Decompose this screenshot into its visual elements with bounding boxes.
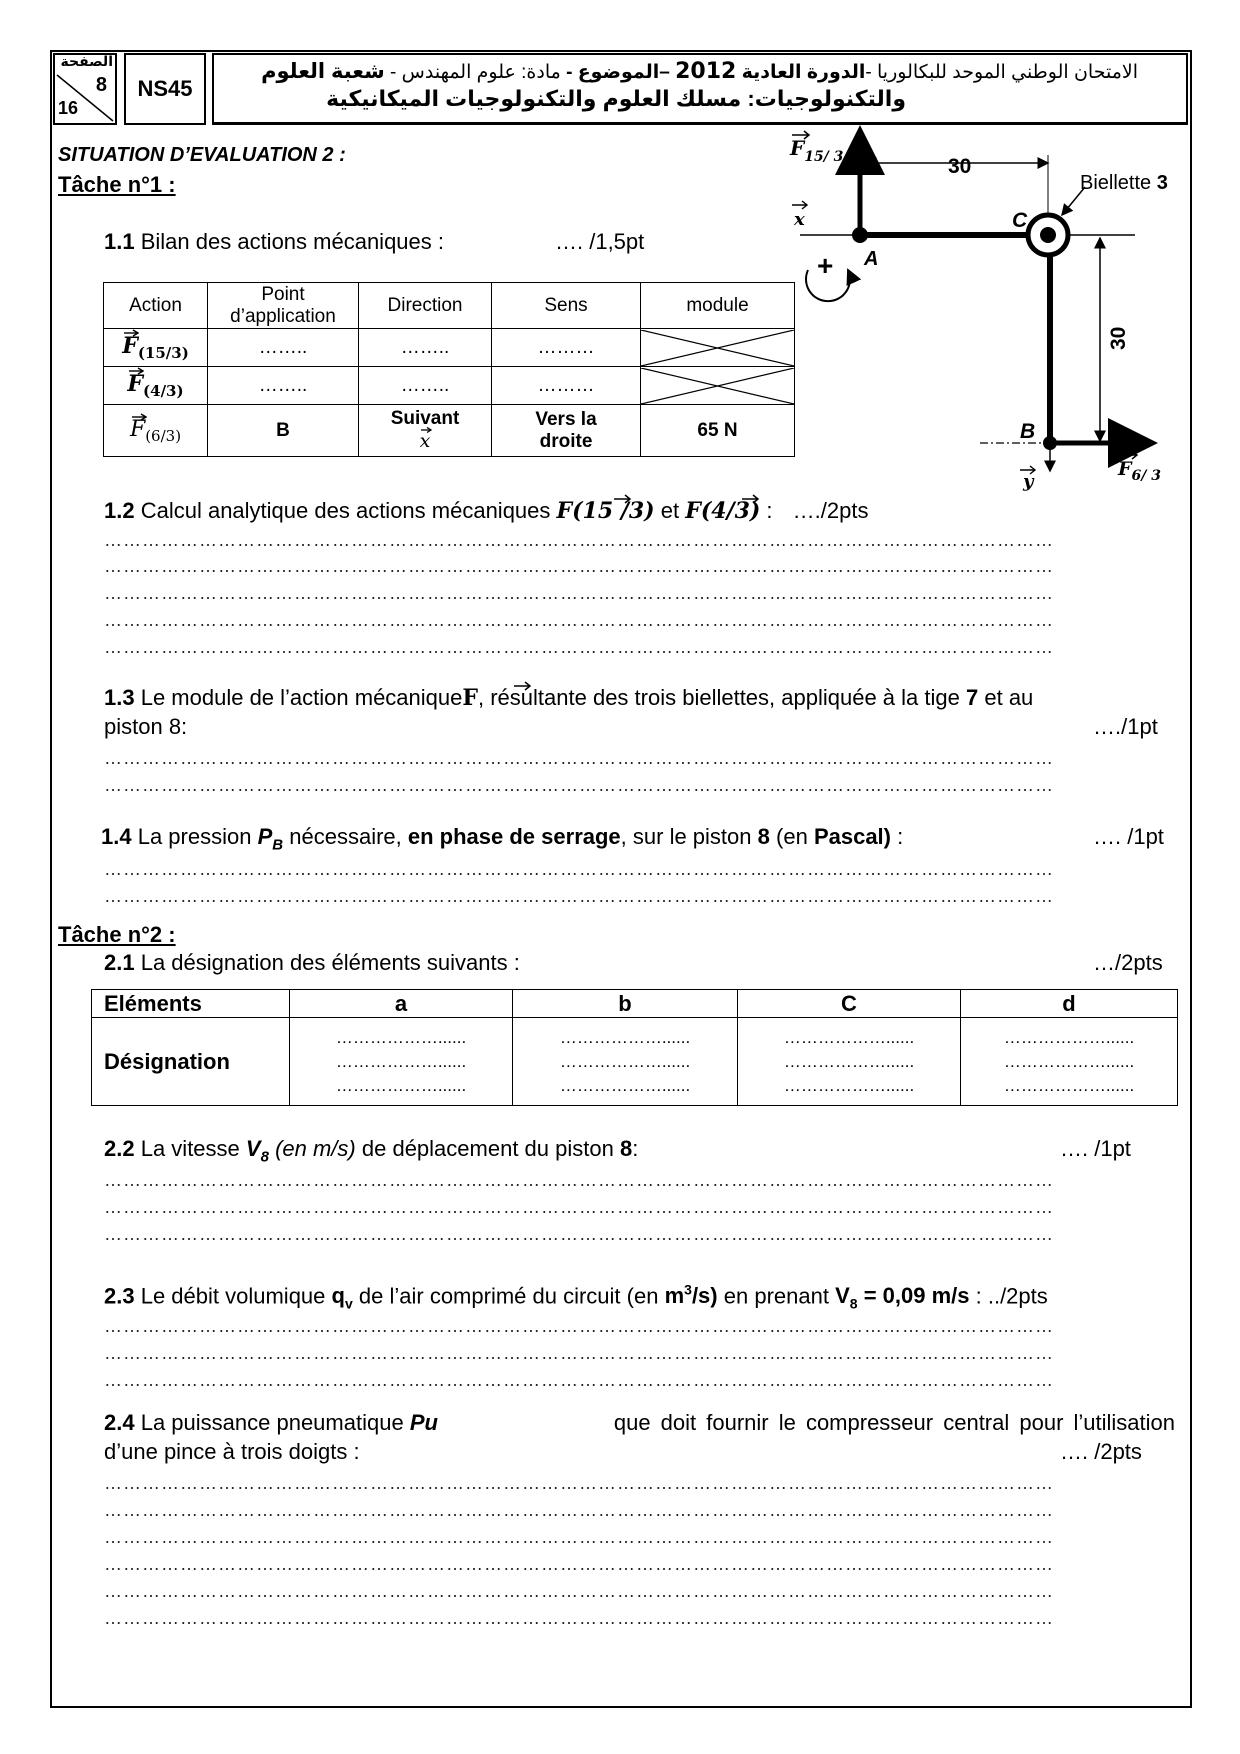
f15-label: $F_{15/ 3}$ [790,136,844,165]
q2-2-v: $V_8$ [245,1136,269,1166]
q1-2-f2: F(4/3) [685,498,761,524]
answer-line[interactable]: …………………………………………………………………………………………………………………………………… [104,859,1054,879]
table-row [104,405,795,457]
exam-code: NS45 [124,53,206,125]
answer-line[interactable]: …………………………………………………………………………………………………………………………………… [104,886,1054,906]
cell-direction[interactable]: …….. [359,367,492,405]
task-1-title: Tâche n°1 : [58,172,176,197]
table-row [104,329,795,367]
joint-c-center [1040,227,1056,243]
answer-line[interactable]: …………………………………………………………………………………………………………………………………… [104,1224,1054,1244]
q2-1 [104,950,520,976]
q2-2 [104,1136,638,1165]
cell-module-crossed [641,329,795,367]
table-row [104,367,795,405]
q1-1-points: …. /1,5pt [555,229,645,254]
vec-arrow-icon [612,494,632,504]
q2-1-text: La désignation des éléments suivants : [140,950,520,975]
q1-2-colon: : [766,498,773,523]
q1-4-text-b: nécessaire, [289,824,402,849]
dots: ………………...... [559,1075,691,1095]
answer-line[interactable]: …………………………………………………………………………………………………………………………………… [104,1473,1054,1493]
answer-line[interactable]: …………………………………………………………………………………………………………………………………… [104,1197,1054,1217]
cell-action [104,405,208,457]
cell-designation-c[interactable] [738,1018,961,1106]
q2-3-text-c: en prenant [723,1283,829,1309]
answer-line[interactable]: …………………………………………………………………………………………………………………………………… [104,1527,1054,1547]
q1-4-text-c: en phase de serrage [407,824,621,849]
cell-direction [359,405,492,457]
answer-line[interactable]: …………………………………………………………………………………………………………………………………… [104,775,1054,795]
task-2-title: Tâche n°2 : [58,922,176,947]
q1-1-num: 1.1 [104,229,135,254]
answer-line[interactable]: …………………………………………………………………………………………………………………………………… [104,1170,1054,1190]
biellette-diagram [780,125,1180,505]
cell-sens[interactable]: ……… [492,367,641,405]
dim-30-h-label: 30 [948,155,972,178]
cell-point[interactable]: …….. [208,329,359,367]
q1-3-text-d: piston 8: [104,714,188,739]
vec-sub: (15/3) [137,343,189,362]
a-label: A [864,248,879,270]
q1-3-n7: 7 [965,685,979,710]
title-part-a: الامتحان الوطني الموحد للبكالوريا - [865,62,1138,83]
q2-2-n8: 8 [619,1136,633,1161]
title-subject-label: –الموضوع - [566,62,670,83]
dots: ………………...... [783,1051,915,1071]
cell-designation-b[interactable] [513,1018,738,1106]
title-year: 2012 [675,59,737,84]
dim-30-v-label: 30 [1107,326,1130,350]
th-direction: Direction [359,283,492,329]
cell-designation-d[interactable] [961,1018,1178,1106]
c-label: C [1012,209,1028,232]
rotation-sign: + [817,250,834,281]
vec-f: F [122,333,138,360]
q2-1-num: 2.1 [104,950,135,975]
vec-x: x [419,430,431,452]
q2-3-num: 2.3 [104,1283,135,1309]
q1-3-text-a: Le module de l’action mécanique [140,685,463,710]
vec-sub: (6/3) [145,426,182,445]
x-vec-arrow [792,201,807,209]
row-designation: Désignation [92,1018,290,1106]
answer-line[interactable]: …………………………………………………………………………………………………………………………………… [104,748,1054,768]
biellette-label: Biellette 3 [1080,172,1168,194]
cell-point[interactable]: …….. [208,367,359,405]
title-line-1 [261,59,1138,84]
q2-4-text-b: que doit fournir le compresseur central pour l’utilisation [613,1410,1175,1435]
answer-line[interactable]: …………………………………………………………………………………………………………………………………… [104,1370,1054,1390]
cell-sens: Vers la droite [492,405,641,457]
answer-line[interactable]: …………………………………………………………………………………………………………………………………… [104,1554,1054,1574]
answer-line[interactable]: …………………………………………………………………………………………………………………………………… [104,637,1054,657]
q1-2-text: Calcul analytique des actions mécaniques [140,498,551,523]
dots: ………………...... [335,1027,467,1047]
q2-3-q: $q_v$ [331,1283,353,1312]
q2-2-text-b: (en m/s) [275,1136,356,1161]
vec-sub: (4/3) [143,381,184,400]
q2-4-points: …. /2pts [1060,1439,1142,1464]
th-col-c: C [738,990,961,1018]
answer-line[interactable]: …………………………………………………………………………………………………………………………………… [104,1500,1054,1520]
q1-4-pb: $P_B$ [257,824,284,854]
dots: ………………...... [559,1027,691,1047]
title-session: الدورة العادية [741,62,866,83]
cell-point: B [208,405,359,457]
q1-3-text-c: et au [984,685,1034,710]
answer-line[interactable]: …………………………………………………………………………………………………………………………………… [104,583,1054,603]
q1-4-pascal: Pascal) [813,824,891,849]
q2-2-text-a: La vitesse [140,1136,240,1161]
th-sens: Sens [492,283,641,329]
dots: ………………...... [559,1051,691,1071]
th-point: Point d’application [208,283,359,329]
q2-1-points: …/2pts [1093,950,1163,975]
q1-1 [104,229,444,255]
q1-3-points: …./1pt [1093,714,1158,739]
dots: ………………...... [783,1075,915,1095]
th-col-a: a [290,990,513,1018]
x-axis-label: x [794,209,805,230]
q1-1-text: Bilan des actions mécaniques : [140,229,445,254]
q1-3 [104,685,1033,711]
title-matter: مادة: علوم المهندس - [384,62,561,83]
point-a [852,227,868,243]
dots: ………………...... [783,1027,915,1047]
q1-4-points: …. /1pt [1093,824,1164,849]
q1-3-vec: F [462,685,478,711]
cell-module: 65 N [641,405,795,457]
answer-line[interactable]: …………………………………………………………………………………………………………………………………… [104,610,1054,630]
q2-4-text-a: La puissance pneumatique [140,1410,404,1435]
title-line-2: والتكنولوجيات: مسلك العلوم والتكنولوجيات الميكانيكية [326,86,906,111]
cell-module-crossed [641,367,795,405]
vec-f: F [129,416,146,442]
q1-4-num: 1.4 [101,824,132,849]
q1-4-text-d: , sur le piston [620,824,752,849]
title-branch: شعبة العلوم [261,60,385,83]
q2-4-num: 2.4 [104,1410,135,1435]
direction-text: Suivant [390,408,460,429]
q1-4-n8: 8 [757,824,770,849]
q2-4 [104,1410,1175,1436]
answer-line[interactable]: …………………………………………………………………………………………………………………………………… [104,1581,1054,1601]
vec-arrow-icon [740,494,760,504]
exam-title [212,53,1188,125]
th-col-b: b [513,990,738,1018]
dots: ………………...... [1003,1027,1135,1047]
q2-3 [104,1282,1048,1312]
q1-3-num: 1.3 [104,685,135,710]
answer-line[interactable]: …………………………………………………………………………………………………………………………………… [104,1316,1054,1336]
vec-arrow-icon [512,681,532,691]
answer-line[interactable]: …………………………………………………………………………………………………………………………………… [104,1608,1054,1628]
cell-sens[interactable]: ……… [492,329,641,367]
q2-2-points: …. /1pt [1060,1136,1131,1161]
y-axis-label: y [1023,471,1034,492]
dots: ………………...... [335,1051,467,1071]
situation-title: SITUATION D’EVALUATION 2 : [58,144,346,166]
b-label: B [1020,420,1036,443]
actions-table [103,282,795,457]
cell-direction[interactable]: …….. [359,329,492,367]
page-num: 8 [95,74,107,96]
q2-4-text-c: d’une pince à trois doigts : [104,1439,360,1464]
q1-2-points: …./2pts [792,498,869,523]
q1-4-text-a: La pression [137,824,252,849]
q2-3-unit: $m^3/s$) [664,1282,718,1309]
q2-3-v8: $V_8 = 0,09$ m/s [835,1283,970,1312]
q1-4 [101,824,903,853]
vec-f: F [127,371,144,398]
q2-2-text-d: : [632,1136,639,1161]
q2-2-text-c: de déplacement du piston [361,1136,614,1161]
q2-3-text-a: Le débit volumique [140,1283,326,1309]
th-col-d: d [961,990,1178,1018]
q2-3-text-b: de l’air comprimé du circuit (en [358,1283,659,1309]
answer-line[interactable]: …………………………………………………………………………………………………………………………………… [104,556,1054,576]
page-label: الصفحة [60,53,113,69]
q1-2-num: 1.2 [104,498,135,523]
dots: ………………...... [335,1075,467,1095]
q1-4-text-e: (en [776,824,808,849]
th-elements: Eléments [92,990,290,1018]
cell-designation-a[interactable] [290,1018,513,1106]
elements-table [91,989,1178,1106]
th-module: module [641,283,795,329]
q2-4-pu: Pu [409,1410,438,1435]
f6-label: $F_{6/ 3}$ [1118,458,1161,484]
q1-4-text-f: : [897,824,904,849]
answer-line[interactable]: …………………………………………………………………………………………………………………………………… [104,530,1054,550]
dots: ………………...... [1003,1075,1135,1095]
q2-3-points: : ../2pts [975,1283,1048,1309]
page-total: 16 [58,98,79,118]
q2-2-num: 2.2 [104,1136,135,1161]
q1-2-and: et [660,498,680,523]
cell-action [104,329,208,367]
answer-line[interactable]: …………………………………………………………………………………………………………………………………… [104,1343,1054,1363]
q1-2-f1: F(15 /3) [556,498,655,524]
page-number-box [53,53,117,125]
th-action: Action [104,283,208,329]
dots: ………………...... [1003,1051,1135,1071]
q1-3-text-b: , résultante des trois biellettes, appliquée à la tige [478,685,960,710]
cell-action [104,367,208,405]
